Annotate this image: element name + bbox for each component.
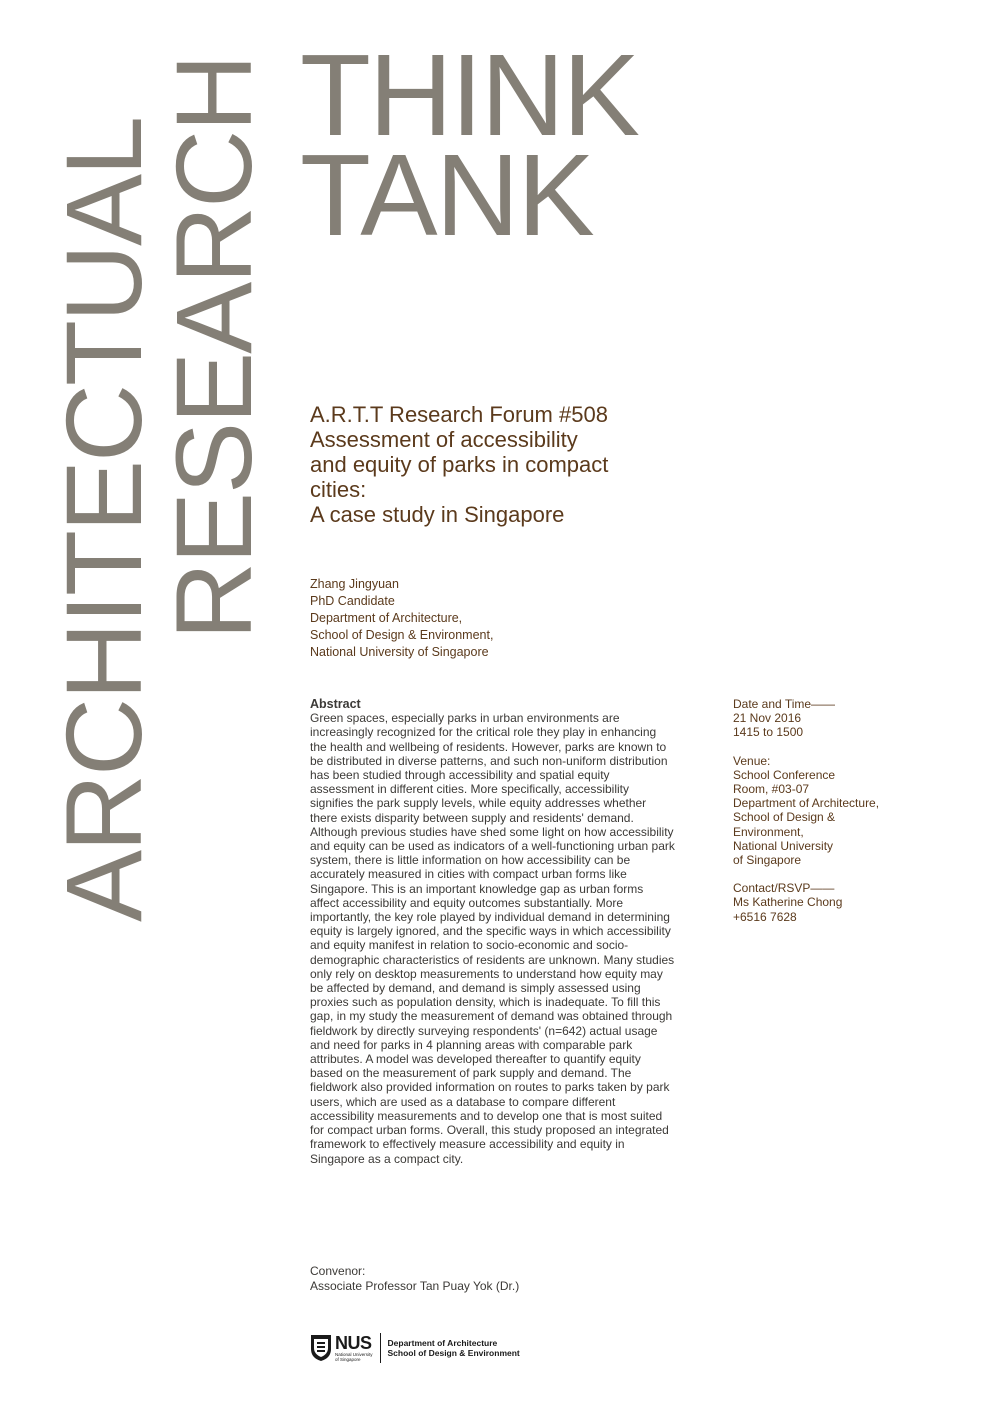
date-label: Date and Time—— <box>733 697 836 711</box>
venue-line: National University <box>733 838 834 853</box>
main-title-line-1: THINK <box>300 30 638 160</box>
contact-label: Contact/RSVP—— <box>733 881 835 896</box>
venue-line: School of Design & <box>733 810 836 825</box>
speaker-role: PhD Candidate <box>310 594 395 608</box>
date-time-block <box>733 697 933 740</box>
forum-topic-line: cities: <box>310 477 367 502</box>
nus-crest-icon <box>310 1334 332 1362</box>
contact-phone: +6516 7628 <box>733 909 797 924</box>
venue-line: School Conference <box>733 767 836 782</box>
convenor-name: Associate Professor Tan Puay Yok (Dr.) <box>310 1278 520 1293</box>
event-time: 1415 to 1500 <box>733 725 804 740</box>
venue-line: Environment, <box>733 824 804 839</box>
logo-divider <box>380 1333 381 1363</box>
department-wordmark <box>388 1338 520 1359</box>
venue-block <box>733 754 933 868</box>
convenor-label: Convenor: <box>310 1264 366 1278</box>
speaker-affiliation-line: Department of Architecture, <box>310 611 463 625</box>
speaker-affiliation-line: National University of Singapore <box>310 645 489 659</box>
nus-subtitle: National University <box>335 1352 373 1357</box>
vertical-title-architectual: ARCHITECTUAL <box>43 117 164 922</box>
contact-block <box>733 881 933 924</box>
nus-letters: NUS <box>335 1333 372 1353</box>
venue-line: of Singapore <box>733 853 802 868</box>
forum-topic-line: A case study in Singapore <box>310 502 565 527</box>
event-date: 21 Nov 2016 <box>733 711 802 726</box>
convenor-block <box>310 1264 519 1293</box>
speaker-block <box>310 576 493 661</box>
department-name: Department of Architecture <box>387 1337 498 1348</box>
school-name: School of Design & Environment <box>387 1348 520 1358</box>
main-title <box>300 30 638 260</box>
nus-logo <box>310 1328 520 1368</box>
contact-name: Ms Katherine Chong <box>733 895 843 910</box>
nus-wordmark <box>335 1334 373 1362</box>
speaker-affiliation-line: School of Design & Environment, <box>310 628 494 642</box>
venue-label: Venue: <box>733 753 771 768</box>
venue-line: Room, #03-07 <box>733 782 810 797</box>
forum-topic-line: Assessment of accessibility <box>310 427 578 452</box>
forum-title <box>310 402 710 527</box>
speaker-name: Zhang Jingyuan <box>310 577 399 591</box>
abstract-heading: Abstract <box>310 697 361 711</box>
forum-topic-line: and equity of parks in compact <box>310 452 609 477</box>
forum-number: A.R.T.T Research Forum #508 <box>310 402 608 427</box>
vertical-title-research: RESEARCH <box>153 55 274 640</box>
event-info <box>733 697 933 938</box>
nus-subtitle: of Singapore <box>335 1357 361 1362</box>
venue-line: Department of Architecture, <box>733 796 880 811</box>
abstract-body: Green spaces, especially parks in urban environments are increasingly recognized for the critical role they play in enhancing the health and wellbeing of residents. However, parks are known to be distributed in diverse patterns, and such non-uniform distribution has been studied through accessibility and spatial equity assessment in different cities. More specifically, accessibility signifies the park supply levels, while equity addresses whether there exists disparity between supply and residents' demand. Although previous studies have shed some light on how accessibility and equity can be used as indicators of a well-functioning urban park system, there is little information on how accessibility can be accurately measured in cities with compact urban forms like Singapore. This is an important knowledge gap as urban forms affect accessibility and equity outcomes substantially. More importantly, the key role played by individual demand in determining equity is largely ignored, and the specific ways in which accessibility and equity manifest in relation to socio-economic and socio-demographic characteristics of residents are unknown. Many studies only rely on desktop measurements to understand how equity may be affected by demand, and demand is simply assessed using proxies such as population density, which is inadequate. To fill this gap, in my study the measurement of demand was obtained through fieldwork by directly surveying respondents' (n=642) actual usage and need for parks in 4 planning areas with comparable park attributes. A model was developed thereafter to quantify equity based on the measurement of park supply and demand. The fieldwork also provided information on routes to parks taken by park users, which are used as a database to compare different accessibility measurements and to develop one that is most suited for compact urban forms. Overall, this study proposed an integrated framework to effectively measure accessibility and equity in Singapore as a compact city. <box>310 711 675 1166</box>
abstract-section <box>310 697 675 1166</box>
main-title-line-2: TANK <box>300 130 593 260</box>
